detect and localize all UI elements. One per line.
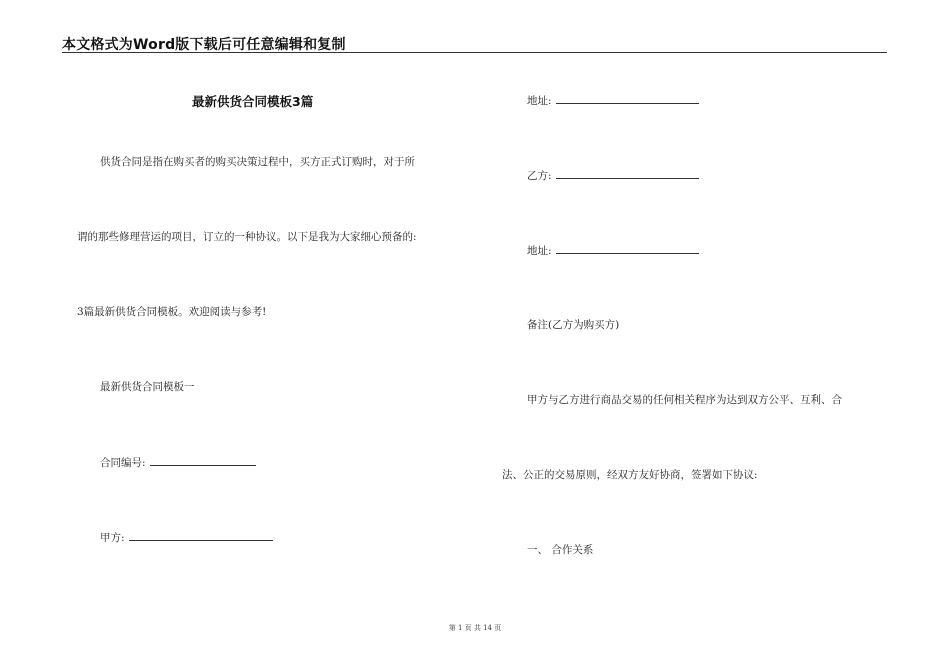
party-a-blank <box>129 530 273 541</box>
remark-line: 备注(乙方为购买方) <box>527 319 620 331</box>
document-title: 最新供货合同模板3篇 <box>192 94 314 109</box>
address-field-1 <box>527 93 699 108</box>
address-label-2: 地址: <box>527 245 552 257</box>
section-heading: 最新供货合同模板一 <box>100 381 195 393</box>
party-b-blank <box>556 168 699 179</box>
address-blank-2 <box>556 243 699 254</box>
address-blank-1 <box>556 93 699 104</box>
intro-line-1: 供货合同是指在购买者的购买决策过程中，买方正式订购时，对于所 <box>100 156 415 168</box>
party-a-label: 甲方: <box>100 532 125 544</box>
address-field-2 <box>527 243 699 258</box>
party-a-field <box>100 530 273 545</box>
party-b-label: 乙方: <box>527 170 552 182</box>
intro-line-2: 谓的那些修理营运的项目，订立的一种协议。以下是我为大家细心预备的: <box>77 231 417 243</box>
clause-1-heading: 一、 合作关系 <box>527 544 594 556</box>
intro-line-3: 3篇最新供货合同模板。欢迎阅读与参考! <box>77 306 267 318</box>
contract-number-label: 合同编号: <box>100 457 146 469</box>
party-b-field <box>527 168 699 183</box>
contract-number-blank <box>150 455 256 466</box>
agreement-line-1: 甲方与乙方进行商品交易的任何相关程序为达到双方公平、互利、合 <box>527 394 842 406</box>
address-label-1: 地址: <box>527 95 552 107</box>
agreement-line-2: 法、公正的交易原则，经双方友好协商，签署如下协议: <box>502 469 758 481</box>
page-footer: 第 1 页 共 14 页 <box>448 624 502 632</box>
contract-number-field <box>100 455 256 470</box>
page-header <box>62 34 887 53</box>
header-text: 本文格式为Word版下载后可任意编辑和复制 <box>62 37 346 53</box>
